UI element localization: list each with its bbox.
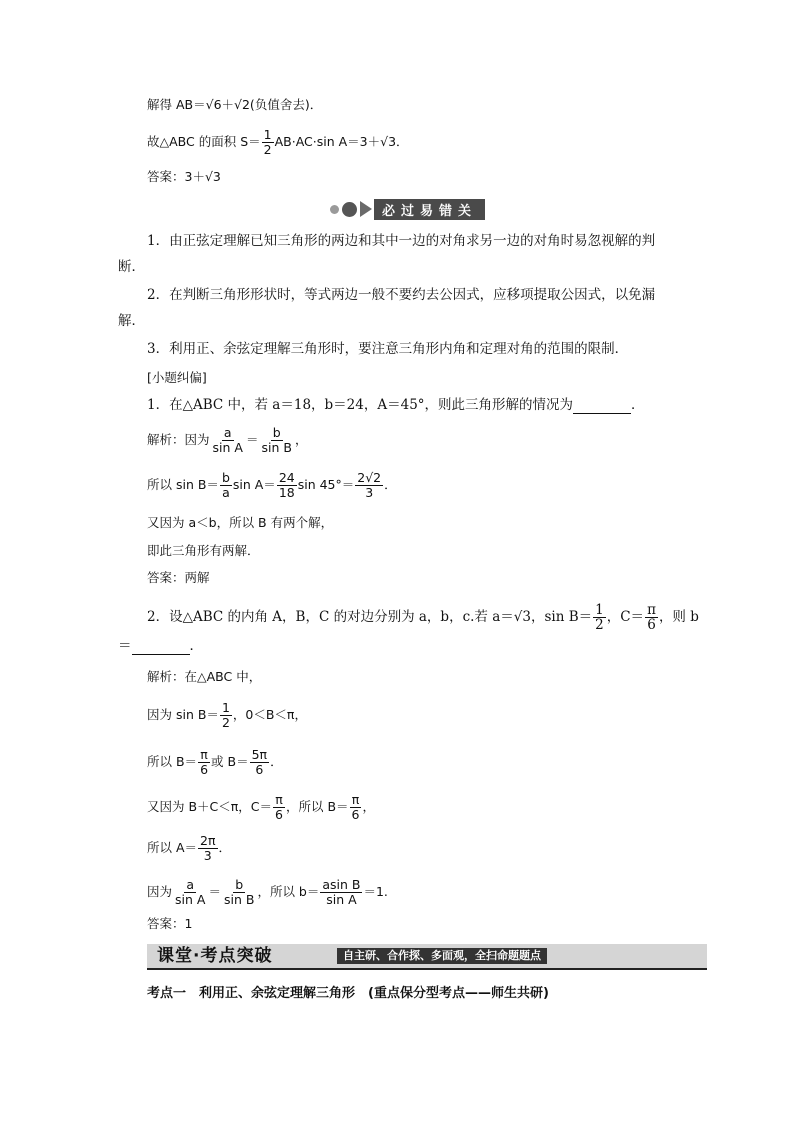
fraction: $\frac{2√2}{3}$ [357, 470, 382, 500]
fraction: $\frac{24}{18}$ [278, 470, 295, 500]
dot-icon [342, 202, 357, 217]
fraction: $\frac{\pi}{6}$ [275, 792, 283, 822]
answer-line: 答案：两解 [147, 570, 210, 585]
arrow-icon [360, 201, 372, 217]
fraction: $\frac{b}{\text{sin B}}$ [223, 877, 255, 907]
fraction: $\frac{5\pi}{6}$ [251, 747, 268, 777]
note-line: 解． [118, 313, 145, 329]
answer-line: 答案：1 [147, 916, 193, 931]
solution-line: 解析：因为 $\frac{a}{\text{sin A}}$ ＝ $\frac{b}{\text{sin B}}$ ， [147, 425, 308, 455]
question-2: 2．设△ABC 的内角 A，B，C 的对边分别为 a，b，c.若 a＝√3，sin B＝ $\frac{1}{2}$ ，C＝ $\frac{\pi}{6}$ ，则 b [147, 602, 699, 633]
section-subtitle: 自主研、合作探、多面观，全扫命题题点 [337, 948, 547, 964]
tag-label: [小题纠偏] [147, 370, 207, 385]
answer-line-top: 答案：3＋√3 [147, 169, 221, 184]
note-line: 3．利用正、余弦定理解三角形时，要注意三角形内角和定理对角的范围的限制． [147, 341, 629, 357]
solution-line: 所以 A＝ $\frac{2\pi}{3}$ ． [147, 833, 232, 863]
section-title: 课堂·考点突破 [157, 946, 273, 966]
solution-line: 又因为 B＋C＜π，C＝ $\frac{\pi}{6}$ ，所以 B＝ $\frac{\pi}{6}$ ， [147, 792, 376, 822]
solution-line: 解析：在△ABC 中， [147, 669, 262, 684]
fraction: $\frac{b}{a}$ [221, 470, 230, 500]
line-area: 故△ABC 的面积 S＝ $\frac{1}{2}$ AB·AC·sin A＝3＋√3． [147, 127, 409, 157]
question-1: 1．在△ABC 中，若 a＝18，b＝24，A＝45°，则此三角形解的情况为 ． [147, 397, 645, 413]
fraction: $\frac{\pi}{6}$ [200, 747, 209, 777]
solution-line: 所以 B＝ $\frac{\pi}{6}$ 或 B＝ $\frac{5\pi}{6}$ ． [147, 747, 283, 777]
fraction: $\frac{a}{\text{sin A}}$ [175, 877, 206, 907]
solution-line: 又因为 a＜b，所以 B 有两个解， [147, 515, 334, 530]
solution-line: 因为 $\frac{a}{\text{sin A}}$ ＝ $\frac{b}{\text{sin B}}$ ，所以 b＝ $\frac{\text{asin B}}{\text{sin A}}$ ＝1. [147, 877, 388, 907]
solution-line: 所以 sin B＝ $\frac{b}{a}$ sin A＝ $\frac{24}{18}$ sin 45°＝ $\frac{2√2}{3}$ ． [147, 470, 397, 500]
topic-heading: 考点一 利用正、余弦定理解三角形 (重点保分型考点——师生共研) [147, 986, 549, 1001]
fraction: $\frac{1}{2}$ [221, 700, 230, 730]
fraction: $\frac{b}{\text{sin B}}$ [261, 425, 292, 455]
section-header [147, 944, 707, 970]
fraction: $\frac{1}{2}$ [595, 602, 604, 633]
fraction: $\frac{2\pi}{3}$ [200, 833, 216, 863]
dot-icon [330, 205, 339, 214]
answer-blank [132, 641, 190, 655]
answer-blank [573, 400, 631, 414]
fraction: $\frac{\pi}{6}$ [351, 792, 360, 822]
fraction: $\frac{\pi}{6}$ [647, 602, 656, 633]
question-2-cont: ＝ ． [118, 638, 203, 654]
note-line: 1．由正弦定理解已知三角形的两边和其中一边的对角求另一边的对角时易忽视解的判 [147, 233, 656, 249]
section-banner [330, 198, 485, 220]
line-solve-ab: 解得 AB＝√6＋√2(负值舍去)． [147, 97, 323, 112]
note-line: 断． [118, 259, 145, 275]
banner-title: 必过易错关 [374, 199, 485, 220]
fraction: $\frac{1}{2}$ [263, 127, 272, 157]
fraction: $\frac{\text{asin B}}{\text{sin A}}$ [322, 877, 361, 907]
solution-line: 因为 sin B＝ $\frac{1}{2}$ ，0＜B＜π， [147, 700, 307, 730]
solution-line: 即此三角形有两解． [147, 543, 260, 558]
fraction: $\frac{a}{\text{sin A}}$ [212, 425, 243, 455]
note-line: 2．在判断三角形形状时，等式两边一般不要约去公因式，应移项提取公因式，以免漏 [147, 287, 656, 303]
